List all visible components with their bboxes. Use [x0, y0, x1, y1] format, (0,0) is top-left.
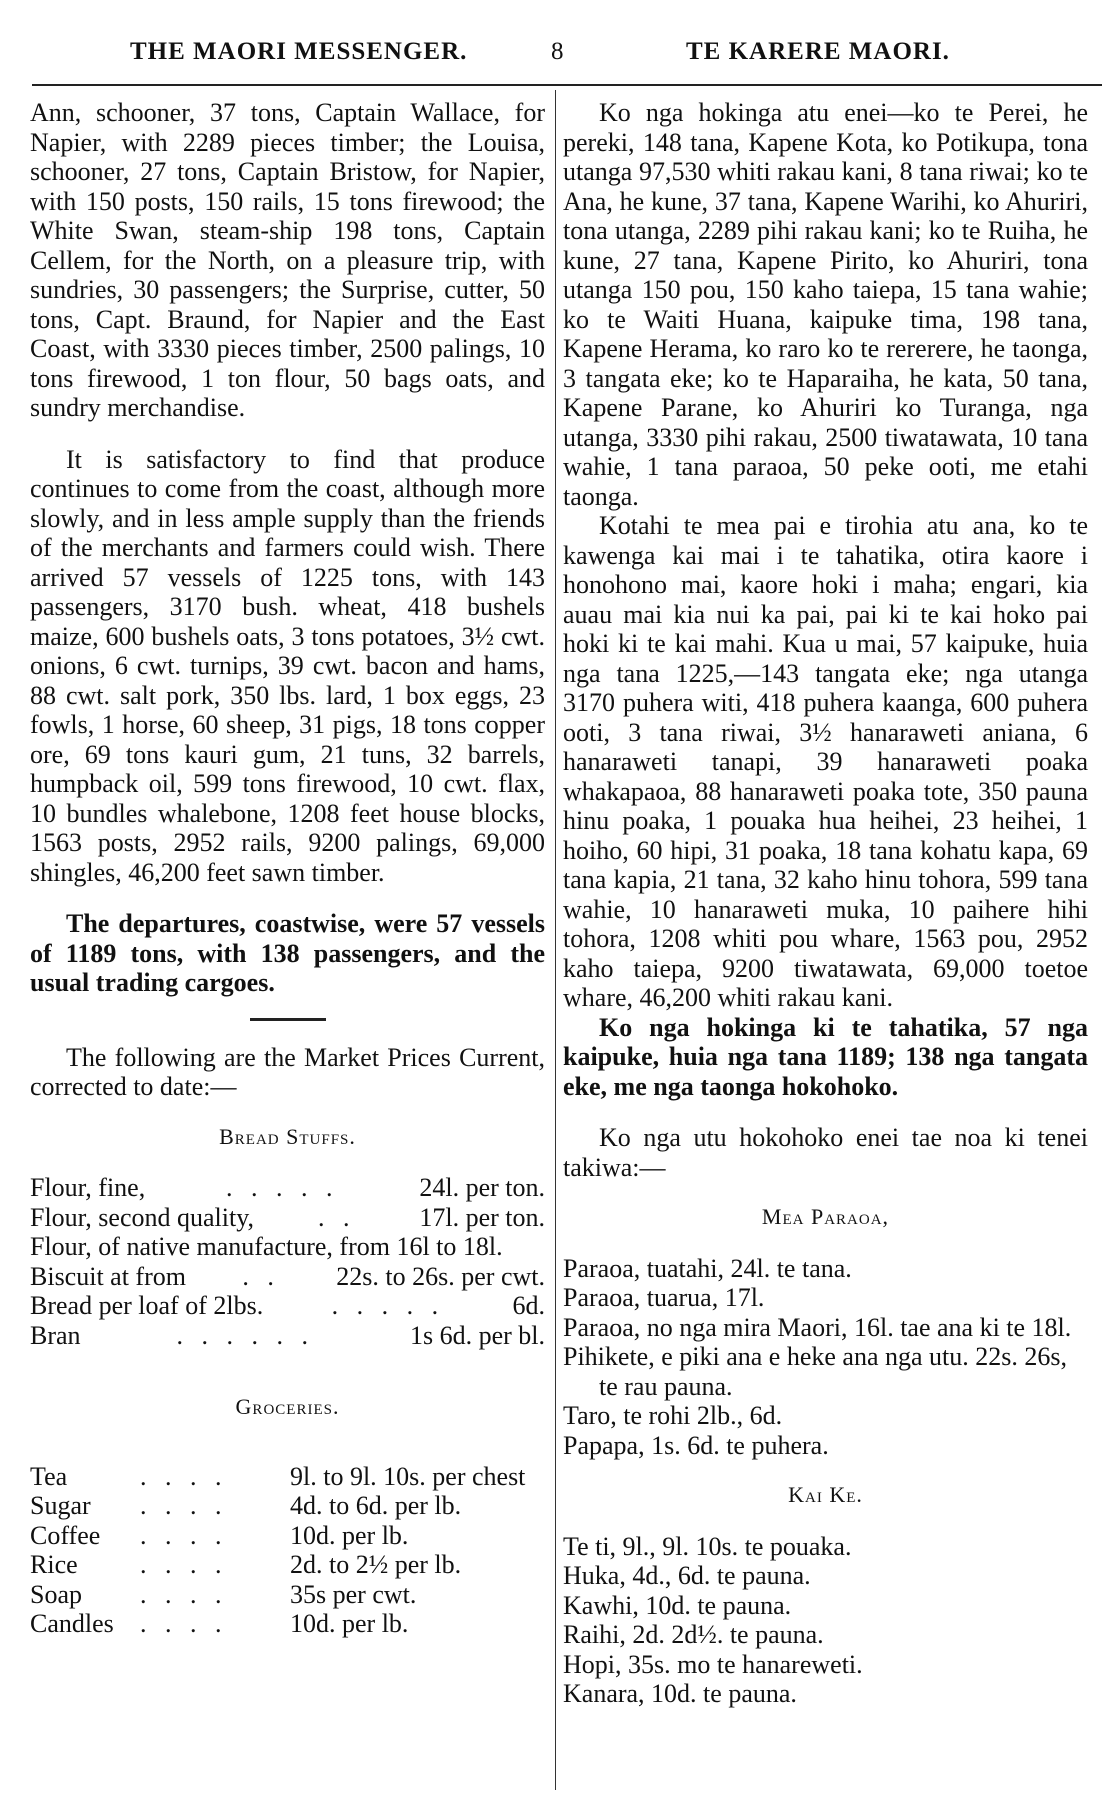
maori-price-line: Paraoa, tuatahi, 24l. te tana.	[563, 1253, 852, 1283]
grocery-row: Rice . . . . 2d. to 2½ per lb.	[30, 1550, 462, 1579]
price-row: Flour, second quality, . . 17l. per ton.	[30, 1202, 545, 1232]
maori-produce-paragraph: Kotahi te mea pai e tirohia atu ana, ko te kawenga kai mai i te tahatika, otira kaore i honohono mai, kaore hoki i maha; engari, kia auau mai kia nui ka pai, pai ki te kai hoko pai hoki ki te kai mahi. Kua u mai, 57 kaipuke, huia nga tana 1225,—143 tangata eke; nga utanga 3170 puhera witi, 418 puhera kaanga, 600 puhera ooti, 3 tana riwai, 3½ hanaraweti aniana, 6 hanaraweti tanapi, 39 hanaraweti poaka whakapaoa, 88 hanaraweti poaka tote, 350 pauna hinu poaka, 1 pouaka hua heihei, 23 heihei, 1 hoiho, 60 hipi, 31 poaka, 18 tana kohatu kapa, 69 tana kapia, 21 tana, 32 kaho hinu tohora, 599 tana wahie, 10 hanaraweti muka, 10 paihere hihi tohora, 1208 whiti pou whare, 1563 pou, 2952 kaho taiepa, 9200 tiwatawata, 69,000 toetoe whare, 46,200 whiti rakau kani.	[563, 511, 1088, 1012]
grocery-row: Coffee . . . . 10d. per lb.	[30, 1520, 409, 1550]
price-row: Bread per loaf of 2lbs. . . . . . 6d.	[30, 1291, 545, 1320]
maori-grocery-line: Huka, 4d., 6d. te pauna.	[563, 1561, 811, 1590]
header-rule	[32, 84, 1102, 86]
price-row: Biscuit at from . . 22s. to 26s. per cwt.	[30, 1261, 545, 1291]
maori-grocery-line: Te ti, 9l., 9l. 10s. te pouaka.	[563, 1531, 852, 1561]
price-row: Bran . . . . . . 1s 6d. per bl.	[30, 1320, 545, 1350]
market-intro: The following are the Market Prices Current, corrected to date:—	[30, 1042, 545, 1101]
maori-grocery-price-list	[563, 1532, 1088, 1709]
maori-grocery-line: Raihi, 2d. 2d½. te pauna.	[563, 1620, 824, 1649]
bread-stuffs-heading: Bread Stuffs.	[219, 1123, 356, 1149]
page-number: 8	[551, 38, 565, 65]
english-column	[30, 98, 545, 1639]
bread-price-list	[30, 1173, 545, 1350]
maori-bread-price-list	[563, 1254, 1088, 1461]
maori-grocery-line: Hopi, 35s. mo te hanareweti.	[563, 1649, 863, 1679]
groceries-heading: Groceries.	[235, 1394, 340, 1419]
header-maori-title: TE KARERE MAORI.	[686, 38, 950, 65]
grocery-row: Sugar . . . . 4d. to 6d. per lb.	[30, 1491, 462, 1520]
maori-column	[563, 98, 1088, 1709]
column-divider	[555, 90, 556, 1790]
price-row: Flour, of native manufacture, from 16l to 18l.	[30, 1232, 503, 1261]
maori-departures-paragraph: Ko nga hokinga ki te tahatika, 57 nga kaipuke, huia nga tana 1189; 138 nga tangata eke, me nga taonga hokohoko.	[563, 1012, 1088, 1101]
produce-paragraph: It is satisfactory to find that produce continues to come from the coast, although more slowly, and in less ample supply than the friends of the merchants and farmers could wish. There arrived 57 vessels of 1225 tons, with 143 passengers, 3170 bush. wheat, 418 bushels maize, 600 bushels oats, 3 tons potatoes, 3½ cwt. onions, 6 cwt. turnips, 39 cwt. bacon and hams, 88 cwt. salt pork, 350 lbs. lard, 1 box eggs, 23 fowls, 1 horse, 60 sheep, 31 pigs, 18 tons copper ore, 69 tons kauri gum, 21 tuns, 32 barrels, humpback oil, 599 tons firewood, 10 cwt. flax, 10 bundles whalebone, 1208 feet house blocks, 1563 posts, 2952 rails, 9200 palings, 69,000 shingles, 46,200 feet sawn timber.	[30, 444, 545, 887]
page-header	[0, 0, 1114, 86]
grocery-row: Candles . . . . 10d. per lb.	[30, 1609, 409, 1638]
maori-grocery-line: Kanara, 10d. te pauna.	[563, 1679, 797, 1708]
maori-price-line: Taro, te rohi 2lb., 6d.	[563, 1401, 783, 1430]
maori-price-line: Papapa, 1s. 6d. te puhera.	[563, 1430, 829, 1460]
maori-groceries-heading: Kai Ke.	[788, 1482, 863, 1507]
price-row: Flour, fine, . . . . . 24l. per ton.	[30, 1173, 545, 1202]
maori-price-line: Paraoa, tuarua, 17l.	[563, 1283, 765, 1312]
maori-price-line: Pihikete, e piki ana e heke ana nga utu. 22s. 26s, te rau pauna.	[563, 1342, 1067, 1401]
grocery-row: Soap . . . . 35s per cwt.	[30, 1579, 417, 1609]
maori-market-intro: Ko nga utu hokohoko enei tae noa ki tenei takiwa:—	[563, 1123, 1088, 1182]
maori-price-line: Paraoa, no nga mira Maori, 16l. tae ana ki te 18l.	[563, 1312, 1072, 1342]
maori-grocery-line: Kawhi, 10d. te pauna.	[563, 1590, 792, 1620]
grocery-price-list	[30, 1462, 545, 1639]
grocery-row: Tea . . . . 9l. to 9l. 10s. per chest	[30, 1461, 526, 1491]
section-separator	[250, 1018, 326, 1021]
header-english-title: THE MAORI MESSENGER.	[130, 38, 468, 65]
arrivals-paragraph: Ann, schooner, 37 tons, Captain Wallace, for Napier, with 2289 pieces timber; the Louisa, schooner, 27 tons, Captain Bristow, for Napier, with 150 posts, 150 rails, 15 tons firewood; the White Swan, steam-ship 198 tons, Captain Cellem, for the North, on a pleasure trip, with sundries, 30 passengers; the Surprise, cutter, 50 tons, Capt. Braund, for Napier and the East Coast, with 3330 pieces timber, 2500 palings, 10 tons firewood, 1 ton flour, 50 bags oats, and sundry merchandise.	[30, 98, 545, 422]
departures-paragraph: The departures, coastwise, were 57 vessels of 1189 tons, with 138 passengers, and the usual trading cargoes.	[30, 909, 545, 997]
maori-bread-heading: Mea Paraoa,	[761, 1204, 890, 1229]
maori-arrivals-paragraph: Ko nga hokinga atu enei—ko te Perei, he pereki, 148 tana, Kapene Kota, ko Potikupa, tona utanga 97,530 whiti rakau kani, 8 tana riwai; ko te Ana, he kune, 37 tana, Kapene Warihi, ko Ahuriri, tona utanga, 2289 pihi rakau kani; ko te Ruiha, he kune, 27 tana, Kapene Pirito, ko Ahuriri, tona utanga 150 pou, 150 kaho taiepa, 15 tana wahie; ko te Waiti Huana, kaipuke tima, 198 tana, Kapene Herama, ko raro ko te rererere, he taonga, 3 tangata eke; ko te Haparaiha, he kata, 50 tana, Kapene Parane, ko Ahuriri ko Turanga, nga utanga, 3330 pihi rakau, 2500 tiwatawata, 10 tana wahie, 1 tana paraoa, 50 peke ooti, me etahi taonga.	[563, 98, 1088, 511]
